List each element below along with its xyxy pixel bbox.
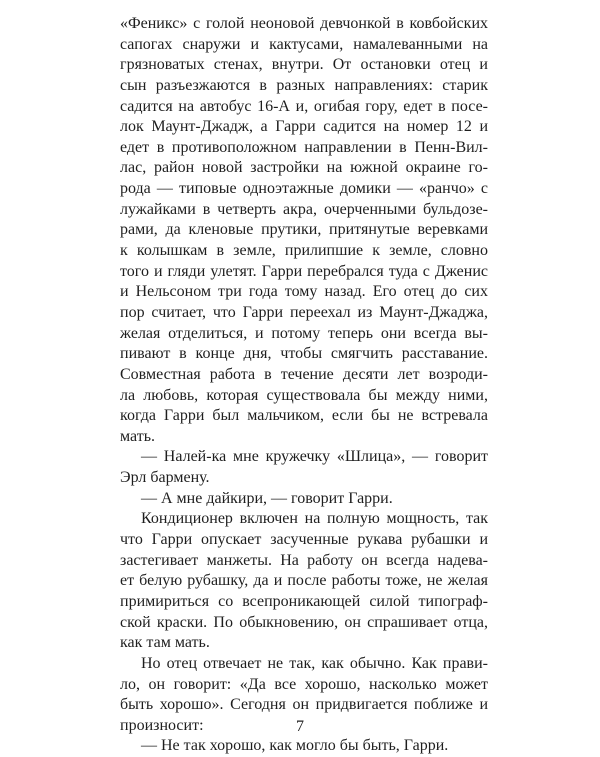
text-line: когда Гарри был мальчиком, если бы не встревала: [120, 407, 488, 425]
text-line: — Налей-ка мне кружечку «Шлица», — говорит: [141, 448, 488, 466]
paragraph: [120, 14, 488, 447]
text-line: сапогах снаружи и кактусами, намалеванными на: [120, 35, 488, 53]
text-line: рода — типовые одноэтажные домики — «ранчо» с: [120, 180, 488, 198]
body-text: [120, 14, 488, 757]
text-line: Кондиционер включен на полную мощность, так: [141, 510, 488, 528]
text-line: Эрл бармену.: [120, 469, 210, 487]
text-line: пивают в конце дня, чтобы смягчить расставание.: [120, 345, 488, 363]
text-line: ла любовь, которая существовала бы между ними,: [120, 386, 488, 404]
paragraph: [120, 489, 488, 510]
text-line: того и гляди улетят. Гарри перебрался туда с Дженис: [120, 262, 488, 280]
text-line: грязноватых стенах, внутри. От остановки отец и: [120, 56, 488, 74]
text-line: быть хорошо». Сегодня он придвигается поближе и: [120, 696, 488, 714]
text-line: ской краски. По обыкновению, он спрашивает отца,: [120, 613, 488, 631]
text-line: Но отец отвечает не так, как обычно. Как прави-: [141, 654, 488, 672]
text-line: ет белую рубашку, да и после работы тоже, не желая: [120, 572, 488, 590]
text-line: садится на автобус 16-А и, огибая гору, едет в посе-: [120, 97, 488, 115]
paragraph: [120, 509, 488, 653]
text-line: лас, район новой застройки на южной окраине го-: [120, 159, 488, 177]
text-line: примириться со всепроникающей силой типограф-: [120, 592, 488, 610]
text-line: ло, он говорит: «Да все хорошо, насколько может: [120, 675, 488, 693]
text-line: произносит:: [120, 716, 204, 734]
text-line: мать.: [120, 427, 155, 445]
paragraph: [120, 736, 488, 757]
text-line: пор считает, что Гарри переехал из Маунт-Джаджа,: [120, 303, 488, 321]
text-line: желая отделиться, и потому теперь они всегда вы-: [120, 324, 488, 342]
text-line: как там мать.: [120, 634, 210, 652]
text-line: — Не так хорошо, как могло бы быть, Гарри.: [141, 737, 449, 755]
text-line: что Гарри опускает засученные рукава рубашки и: [120, 531, 488, 549]
text-line: едет в противоположном направлении в Пенн-Вил-: [120, 138, 488, 156]
text-line: сын разъезжаются в разных направлениях: старик: [120, 76, 488, 94]
page-number: 7: [296, 718, 304, 735]
text-line: застегивает манжеты. На работу он всегда надева-: [120, 551, 488, 569]
text-line: Совместная работа в течение десяти лет возроди-: [120, 365, 488, 383]
text-line: лужайками в четверть акра, очерченными бульдозе-: [120, 200, 488, 218]
text-line: «Феникс» с голой неоновой девчонкой в ковбойских: [120, 15, 488, 32]
text-line: рами, да кленовые прутики, притянутые веревками: [120, 221, 488, 239]
text-line: к колышкам в земле, прилипшие к земле, словно: [120, 242, 488, 260]
text-line: — А мне дайкири, — говорит Гарри.: [141, 489, 393, 507]
paragraph: [120, 447, 488, 488]
text-line: и Нельсоном три года тому назад. Его отец до сих: [120, 283, 488, 301]
text-line: лок Маунт-Джадж, а Гарри садится на номер 12 и: [120, 118, 488, 136]
